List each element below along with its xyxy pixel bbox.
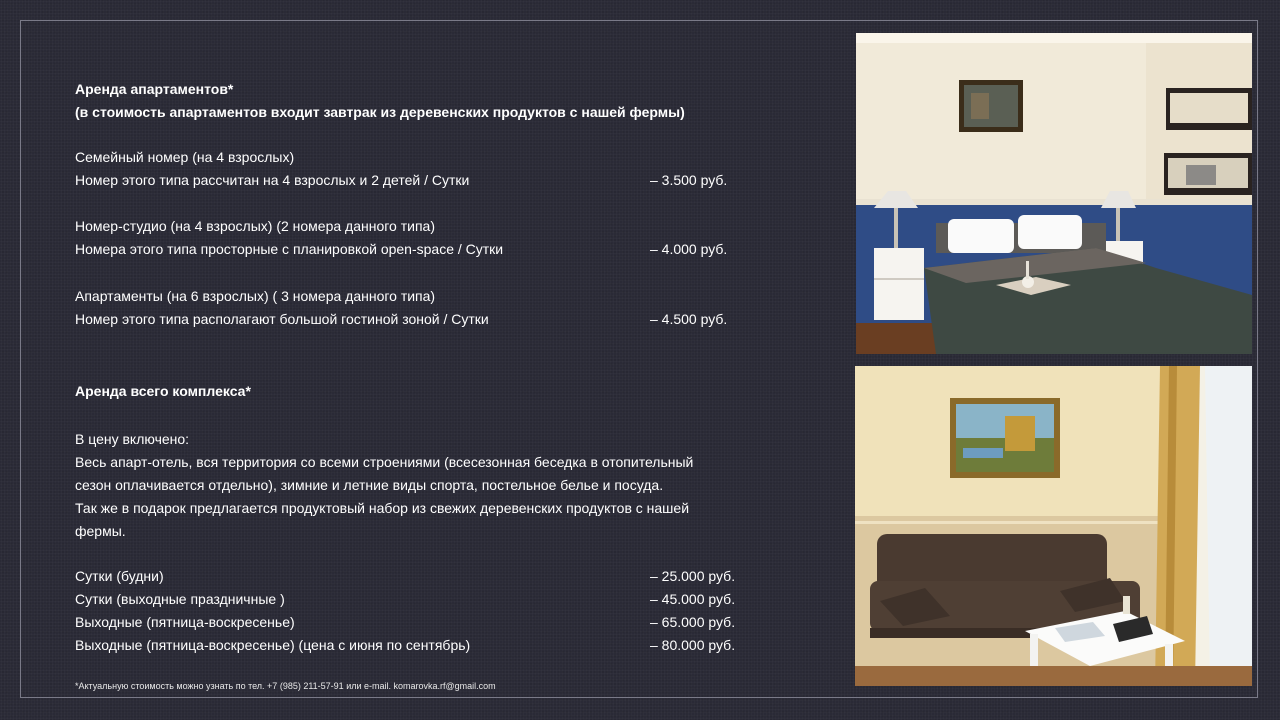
room-name: Номер-студио (на 4 взрослых) (2 номера данного типа) xyxy=(75,218,435,234)
bedroom-photo xyxy=(856,33,1252,354)
rate-label: Сутки (выходные праздничные ) xyxy=(75,591,285,607)
rate-price: – 25.000 руб. xyxy=(650,568,736,584)
complex-title: Аренда всего комплекса* xyxy=(75,383,251,399)
included-label: В цену включено: xyxy=(75,431,190,447)
rate-label: Выходные (пятница-воскресенье) xyxy=(75,614,295,630)
rate-price: – 65.000 руб. xyxy=(650,614,736,630)
room-price: – 3.500 руб. xyxy=(650,172,728,188)
rate-price: – 45.000 руб. xyxy=(650,591,736,607)
room-desc: Номер этого типа рассчитан на 4 взрослых и 2 детей / Сутки xyxy=(75,172,470,188)
apartments-title: Аренда апартаментов* xyxy=(75,81,234,97)
included-line: Так же в подарок предлагается продуктовый набор из свежих деревенских продуктов с нашей xyxy=(75,500,690,516)
room-name: Семейный номер (на 4 взрослых) xyxy=(75,149,295,165)
included-line: Весь апарт-отель, вся территория со всеми строениями (всесезонная беседка в отопительный xyxy=(75,454,694,470)
rate-price: – 80.000 руб. xyxy=(650,637,736,653)
apartments-subtitle: (в стоимость апартаментов входит завтрак из деревенских продуктов с нашей фермы) xyxy=(75,104,685,120)
included-line: сезон оплачивается отдельно), зимние и летние виды спорта, постельное белье и посуда. xyxy=(75,477,664,493)
living-room-photo xyxy=(855,366,1252,686)
room-desc: Номер этого типа располагают большой гостиной зоной / Сутки xyxy=(75,311,489,327)
footnote: *Актуальную стоимость можно узнать по тел. +7 (985) 211-57-91 или e-mail. komarovka.rf@gmail.com xyxy=(75,681,496,691)
room-price: – 4.500 руб. xyxy=(650,311,728,327)
room-desc: Номера этого типа просторные с планировкой open-space / Сутки xyxy=(75,241,504,257)
room-name: Апартаменты (на 6 взрослых) ( 3 номера данного типа) xyxy=(75,288,436,304)
rate-label: Выходные (пятница-воскресенье) (цена с июня по сентябрь) xyxy=(75,637,471,653)
included-line: фермы. xyxy=(75,523,126,539)
rate-label: Сутки (будни) xyxy=(75,568,164,584)
room-price: – 4.000 руб. xyxy=(650,241,728,257)
